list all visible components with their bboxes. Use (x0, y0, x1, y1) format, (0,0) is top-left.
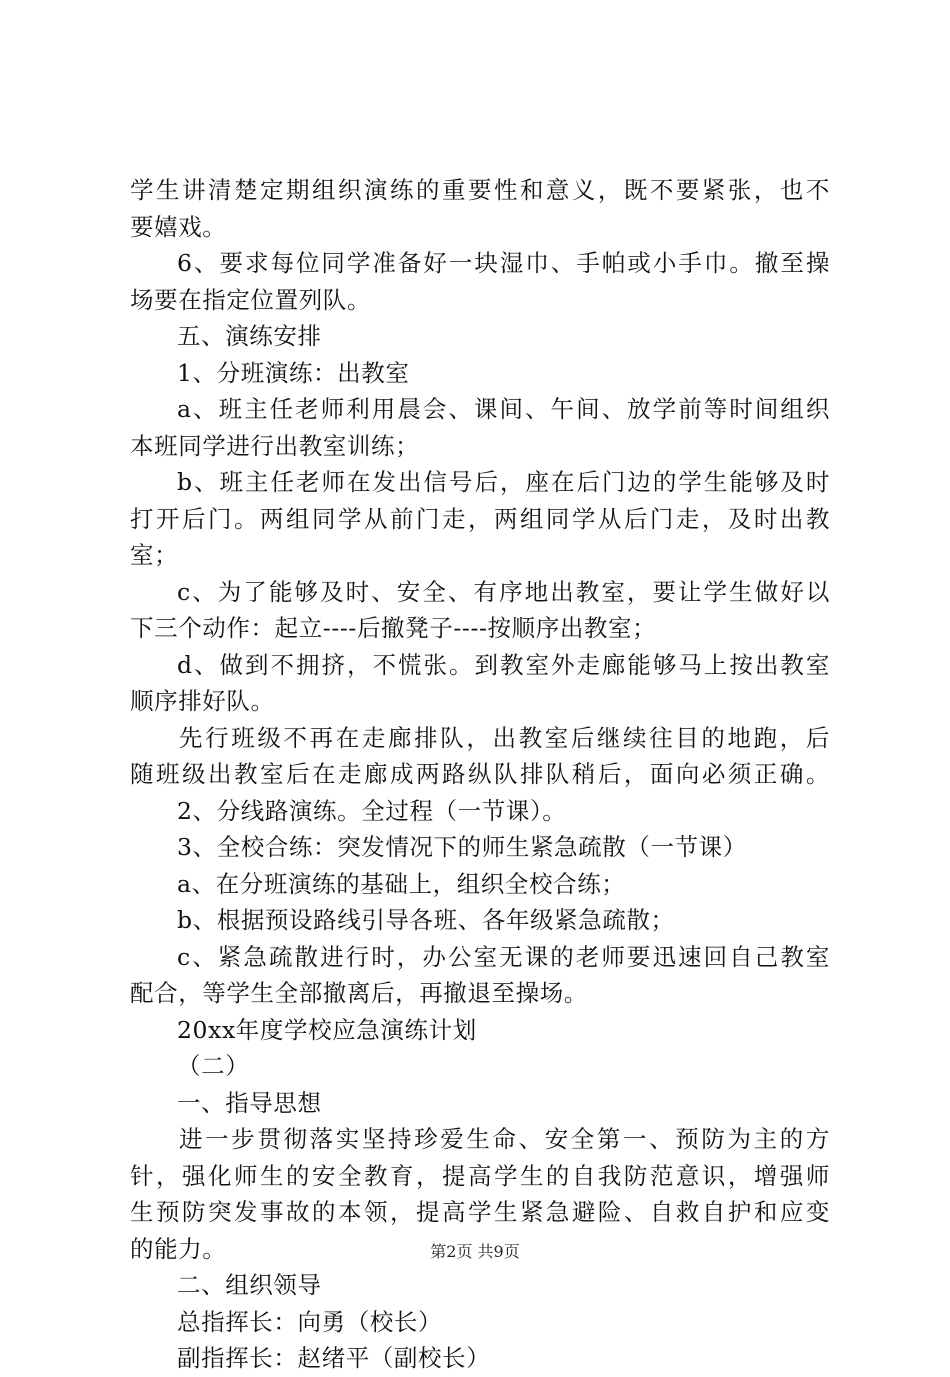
subsection-heading: 2、分线路演练。全过程（一节课）。 (177, 796, 567, 825)
document-title: 20xx年度学校应急演练计划 (177, 1015, 477, 1044)
body-line: d、做到不拥挤，不慌张。到教室外走廊能够马上按出教室 (177, 650, 830, 679)
section-heading: 二、组织领导 (177, 1271, 322, 1299)
body-line: 随班级出教室后在走廊成两路纵队排队稍后，面向必须正确。 (130, 760, 830, 788)
body-line: 打开后门。两组同学从前门走，两组同学从后门走，及时出教 (130, 504, 830, 533)
body-line: 场要在指定位置列队。 (130, 285, 371, 314)
document-subtitle: （二） (177, 1052, 250, 1080)
body-line: 下三个动作：起立----后撤凳子----按顺序出教室； (130, 614, 657, 642)
body-line: 要嬉戏。 (130, 212, 227, 241)
body-line: 学生讲清楚定期组织演练的重要性和意义，既不要紧张，也不 (130, 176, 830, 204)
body-line: c、为了能够及时、安全、有序地出教室，要让学生做好以 (177, 577, 830, 606)
section-heading: 五、演练安排 (177, 322, 322, 350)
body-line: 副指挥长：赵绪平（副校长） (177, 1344, 491, 1372)
section-heading: 一、指导思想 (177, 1088, 322, 1117)
body-line: b、班主任老师在发出信号后，座在后门边的学生能够及时 (177, 468, 830, 496)
body-line: 先行班级不再在走廊排队，出教室后继续往目的地跑，后 (179, 723, 830, 752)
page-number-footer: 第2页 共9页 (430, 1242, 520, 1261)
body-line: 的能力。 (130, 1234, 227, 1263)
body-line: 6、要求每位同学准备好一块湿巾、手帕或小手巾。撤至操 (177, 249, 830, 277)
body-line: 生预防突发事故的本领，提高学生紧急避险、自救自护和应变 (130, 1198, 830, 1226)
subsection-heading: 1、分班演练：出教室 (177, 358, 410, 387)
body-line: 顺序排好队。 (130, 687, 275, 715)
body-line: a、在分班演练的基础上，组织全校合练； (177, 869, 626, 898)
body-line: c、紧急疏散进行时，办公室无课的老师要迅速回自己教室 (177, 942, 830, 971)
body-line: 室； (130, 541, 179, 569)
body-line: a、班主任老师利用晨会、课间、午间、放学前等时间组织 (177, 395, 830, 423)
body-line: b、根据预设路线引导各班、各年级紧急疏散； (177, 906, 675, 934)
body-line: 本班同学进行出教室训练； (130, 431, 420, 460)
document-body (130, 172, 830, 1377)
body-line: 总指挥长：向勇（校长） (177, 1307, 443, 1336)
subsection-heading: 3、全校合练：突发情况下的师生紧急疏散（一节课） (177, 833, 747, 861)
body-line: 配合，等学生全部撤离后，再撤退至操场。 (130, 979, 588, 1007)
body-line: 进一步贯彻落实坚持珍爱生命、安全第一、预防为主的方 (179, 1125, 830, 1153)
body-line: 针，强化师生的安全教育，提高学生的自我防范意识，增强师 (130, 1161, 830, 1190)
